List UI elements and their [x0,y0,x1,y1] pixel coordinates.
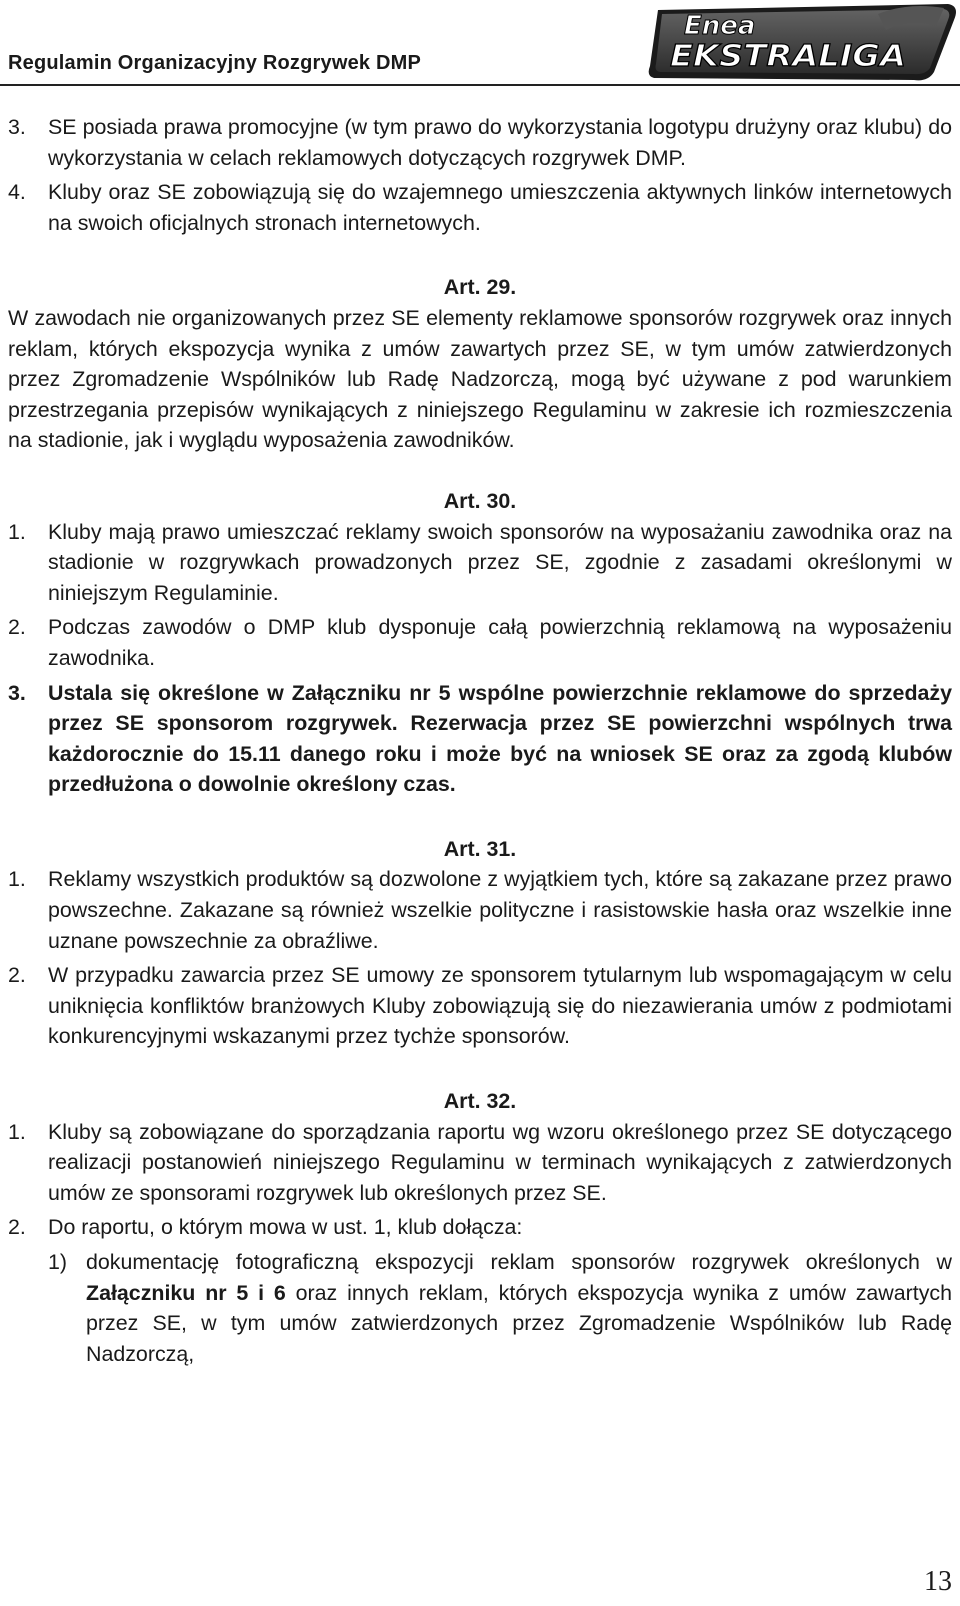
logo-text-top: Enea [684,11,756,41]
item-text: Kluby są zobowiązane do sporządzania raportu wg wzoru określonego przez SE dotyczącego realizacji postanowień niniejszego Regulaminu w terminach wynikających z zatwierdzonych umów ze sponsorami rozgrywek lub określonych przez SE. [48,1119,952,1205]
page-number: 13 [924,1566,952,1597]
logo-text-main: EKSTRALIGA [670,39,906,74]
page-header [0,0,960,86]
logo-graphic [648,0,960,84]
document-title: Regulamin Organizacyjny Rozgrywek DMP [8,52,422,74]
item-number: 2. [8,615,26,640]
list-item [8,177,952,238]
list-item [8,864,952,956]
item-text: SE posiada prawa promocyjne (w tym prawo do wykorzystania logotypu drużyny oraz klubu) do wykorzystania w celach reklamowych dotyczących rozgrywek DMP. [48,115,952,170]
item-text: Kluby mają prawo umieszczać reklamy swoich sponsorów na wyposażaniu zawodnika oraz na stadionie w rozgrywkach prowadzonych przez SE, zgodnie z zasadami określonymi w niniejszym Regulaminie. [48,519,952,605]
list-item [8,960,952,1052]
item-number: 3. [8,680,26,705]
list-item [8,112,952,173]
document-body [8,112,952,1369]
item-number: 1. [8,867,26,892]
sub-item-number: 1) [48,1250,68,1274]
item-text: Podczas zawodów o DMP klub dysponuje całą powierzchnią reklamową na wyposażeniu zawodnika. [48,615,952,670]
item-number: 2. [8,1215,26,1240]
article-heading: Art. 30. [443,488,517,513]
item-number: 1. [8,1119,26,1144]
list-item [8,517,952,609]
item-number: 1. [8,519,26,544]
item-number: 3. [8,115,26,139]
attachment-reference: Załączniku nr 5 i 6 [86,1280,286,1305]
list-item [8,1212,952,1243]
sub-item-text [86,1247,952,1369]
enea-ekstraliga-logo [648,0,960,84]
item-number: 4. [8,180,26,205]
list-item [8,678,952,800]
item-number: 2. [8,963,26,988]
article-heading: Art. 29. [443,275,517,300]
article-heading: Art. 32. [443,1089,517,1114]
item-text: Kluby oraz SE zobowiązują się do wzajemnego umieszczenia aktywnych linków internetowych na swoich oficjalnych stronach internetowych. [48,180,952,235]
list-item [8,1117,952,1209]
item-text: Reklamy wszystkich produktów są dozwolone z wyjątkiem tych, które są zakazane przez prawo powszechne. Zakazane są również wszelkie polityczne i rasistowskie hasła oraz wszelkie inne uznane powszechnie za obraźliwe. [48,867,952,953]
article-paragraph: W zawodach nie organizowanych przez SE elementy reklamowe sponsorów rozgrywek oraz innych reklam, których ekspozycja wynika z umów zawartych przez SE, w tym umów zatwierdzonych przez Zgromadzenie Wspólników lub Radę Nadzorczą, mogą być używane z pod warunkiem przestrzegania przepisów wynikających z niniejszego Regulaminu w zakresie ich rozmieszczenia na stadionie, jak i wyglądu wyposażenia zawodników. [8,305,952,453]
sub-item-text-part: oraz innych reklam, których ekspozycja wynika z umów zawartych przez SE, w tym umów zatwierdzonych przez Zgromadzenie Wspólników lub Radę Nadzorczą, [86,1280,953,1366]
item-text: Ustala się określone w Załączniku nr 5 wspólne powierzchnie reklamowe do sprzedaży przez SE sponsorom rozgrywek. Rezerwacja przez SE powierzchni wspólnych trwa każdorocznie do 15.11 danego roku i może być na wniosek SE oraz za zgodą klubów przedłużona o dowolnie określony czas. [48,680,952,797]
item-text: Do raportu, o którym mowa w ust. 1, klub dołącza: [48,1215,523,1240]
sub-item-text-part: dokumentację fotograficzną ekspozycji reklam sponsorów rozgrywek określonych w [86,1250,952,1274]
sub-list-item [48,1247,952,1369]
article-heading: Art. 31. [443,836,517,861]
list-item [8,612,952,673]
item-text: W przypadku zawarcia przez SE umowy ze sponsorem tytularnym lub wspomagającym w celu uniknięcia konfliktów branżowych Kluby zobowiązują się do niezawierania umów z podmiotami konkurencyjnymi wskazanymi przez tychże sponsorów. [48,963,952,1049]
header-divider [0,84,960,86]
